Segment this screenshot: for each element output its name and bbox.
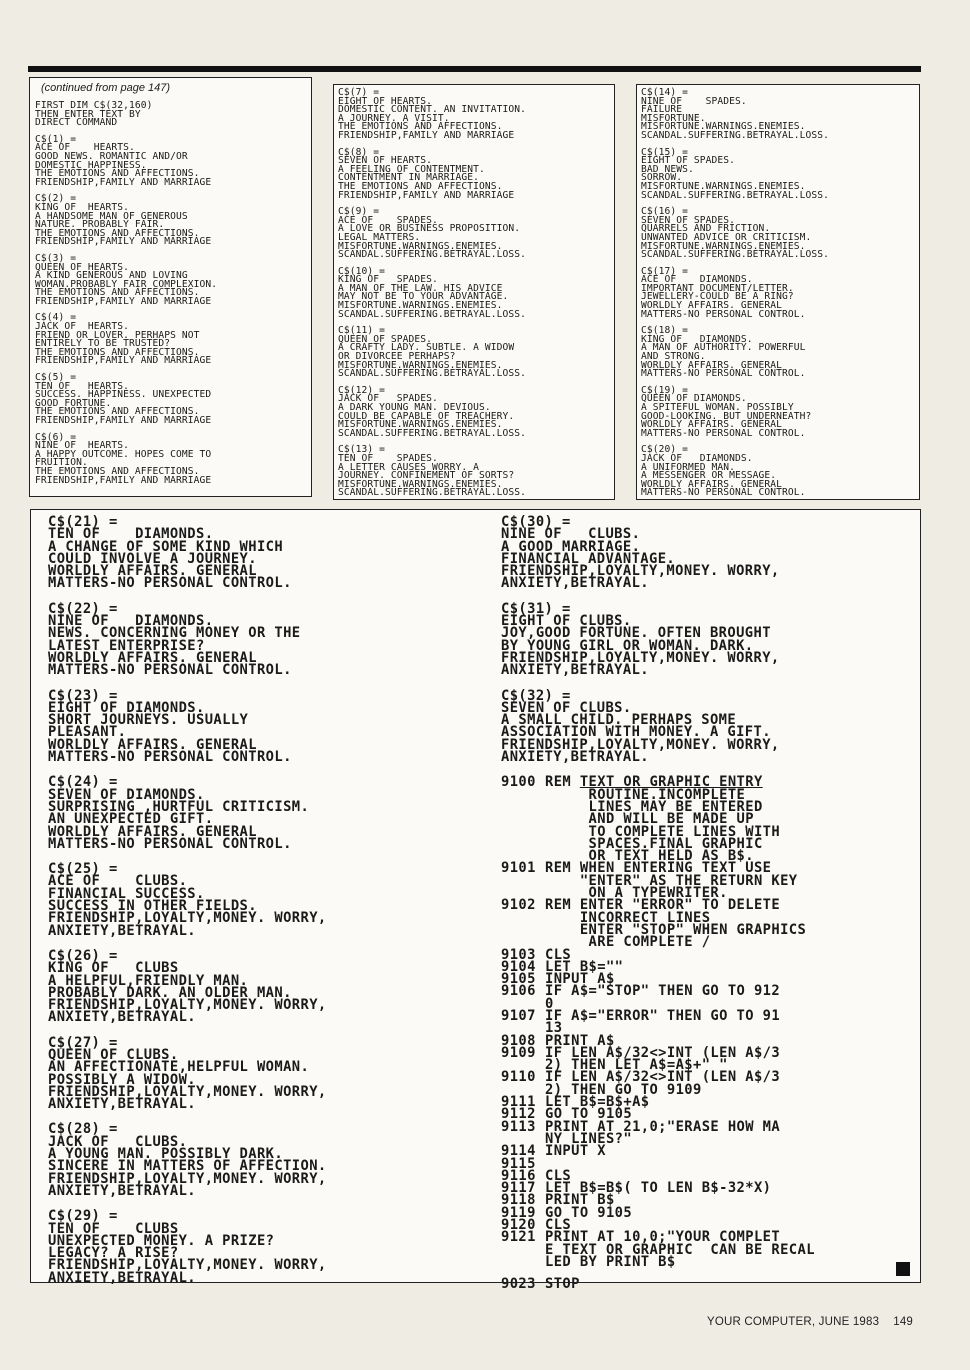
- line-number: 9102: [501, 897, 536, 914]
- line-number: 9116: [501, 1167, 536, 1184]
- line-code: REM ENTER "ERROR" TO DELETE INCORRECT LINES ENTER "STOP" WHEN GRAPHICS ARE COMPLETE /: [545, 897, 807, 951]
- line-code: INPUT X: [545, 1143, 606, 1160]
- program-line: [501, 1143, 915, 1160]
- basic-program: [501, 774, 915, 1293]
- end-of-article-mark: [896, 1262, 910, 1276]
- line-number: 9103: [501, 946, 536, 963]
- continued-note: (continued from page 147): [41, 82, 171, 94]
- line-code: CLS: [545, 1217, 572, 1234]
- code-entry: C$(31) = EIGHT OF CLUBS. JOY,GOOD FORTUNE. OFTEN BROUGHT BY YOUNG GIRL OR WOMAN. DARK. FRIENDSHIP,LOYALTY,MONEY. WORRY, ANXIETY,BETRAYAL.: [501, 600, 780, 679]
- code-entry: C$(1) = ACE OF HEARTS. GOOD NEWS. ROMANTIC AND/OR DOMESTIC HAPPINESS. THE EMOTIONS AND AFFECTIONS. FRIENDSHIP,FAMILY AND MARRIAGE: [35, 133, 212, 188]
- page-footer: [707, 1316, 913, 1328]
- box1-entries: [35, 102, 305, 485]
- listing-box-2: [333, 84, 615, 500]
- line-code: IF LEN A$/32<>INT (LEN A$/3 2) THEN GO TO 9109: [545, 1069, 781, 1098]
- line-code: LET B$=B$+A$: [545, 1094, 650, 1111]
- program-line: [501, 1071, 915, 1096]
- line-code: PRINT B$: [545, 1192, 615, 1209]
- line-number: 9100: [501, 774, 536, 791]
- line-code: REM WHEN ENTERING TEXT USE "ENTER" AS THE RETURN KEY ON A TYPEWRITER.: [545, 860, 798, 902]
- code-entry: C$(14) = NINE OF SPADES. FAILURE MISFORTUNE. MISFORTUNE.WARNINGS.ENEMIES. SCANDAL.SUFFERING.BETRAYAL.LOSS.: [641, 87, 830, 141]
- line-number: 9121: [501, 1229, 536, 1246]
- line-number: 9106: [501, 983, 536, 1000]
- program-lines: [501, 862, 915, 1268]
- line-code: IF LEN A$/32<>INT (LEN A$/3 2) THEN LET A$=A$+" ": [545, 1044, 781, 1074]
- line-code: GO TO 9105: [545, 1204, 633, 1221]
- code-entry: C$(4) = JACK OF HEARTS. FRIEND OR LOVER. PERHAPS NOT ENTIRELY TO BE TRUSTED? THE EMOTIONS AND AFFECTIONS. FRIENDSHIP,FAMILY AND MARRIAGE: [35, 312, 212, 367]
- code-entry: C$(26) = KING OF CLUBS A HELPFUL,FRIENDLY MAN. PROBABLY DARK. AN OLDER MAN. FRIENDSHIP,LOYALTY,MONEY. WORRY, ANXIETY,BETRAYAL.: [48, 947, 327, 1026]
- program-line: [501, 1118, 915, 1147]
- code-entry: C$(5) = TEN OF HEARTS. SUCCESS. HAPPINESS. UNEXPECTED GOOD FORTUNE. THE EMOTIONS AND AFFECTIONS. FRIENDSHIP,FAMILY AND MARRIAGE: [35, 372, 212, 426]
- line-number: 9101: [501, 860, 536, 877]
- code-entry: FIRST DIM C$(32,160) THEN ENTER TEXT BY DIRECT COMMAND: [35, 100, 153, 129]
- code-entry: C$(9) = ACE OF SPADES. A LOVE OR BUSINESS PROPOSITION. LEGAL MATTERS. MISFORTUNE.WARNINGS.ENEMIES. SCANDAL.SUFFERING.BETRAYAL.LOSS.: [338, 206, 527, 261]
- line-code: GO TO 9105: [545, 1106, 633, 1123]
- code-entry: C$(22) = NINE OF DIAMONDS. NEWS. CONCERNING MONEY OR THE LATEST ENTERPRISE? WORLDLY AFFAIRS. GENERAL MATTERS-NO PERSONAL CONTROL.: [48, 600, 301, 679]
- code-entry: C$(20) = JACK OF DIAMONDS. A UNIFORMED MAN. A MESSENGER OR MESSAGE. WORLDLY AFFAIRS. GENERAL MATTERS-NO PERSONAL CONTROL.: [641, 444, 806, 499]
- line-number: 9105: [501, 971, 536, 988]
- line-number: 9120: [501, 1217, 536, 1234]
- line-code: PRINT AT 21,0;"ERASE HOW MA NY LINES?": [545, 1118, 781, 1147]
- line-code: INPUT A$: [545, 971, 615, 988]
- program-line: [501, 985, 915, 1010]
- program-line: [501, 860, 915, 902]
- code-entry: C$(11) = QUEEN OF SPADES. A CRAFTY LADY. SUBTLE. A WIDOW OR DIVORCEE PERHAPS? MISFORTUNE.WARNINGS.ENEMIES. SCANDAL.SUFFERING.BETRAYAL.LOSS.: [338, 325, 527, 380]
- code-entry: C$(19) = QUEEN OF DIAMONDS. A SPITEFUL WOMAN. POSSIBLY GOOD-LOOKING. BUT UNDERNEATH? WORLDLY AFFAIRS. GENERAL MATTERS-NO PERSONAL CONTROL.: [641, 384, 812, 439]
- line-number: 9119: [501, 1204, 536, 1221]
- line-number: 9113: [501, 1118, 536, 1135]
- code-entry: C$(32) = SEVEN OF CLUBS. A SMALL CHILD. PERHAPS SOME ASSOCIATION WITH MONEY. A GIFT. FRIENDSHIP,LOYALTY,MONEY. WORRY, ANXIETY,BETRAYAL.: [501, 687, 780, 766]
- code-entry: C$(18) = KING OF DIAMONDS. A MAN OF AUTHORITY. POWERFUL AND STRONG. WORLDLY AFFAIRS. GENERAL MATTERS-NO PERSONAL CONTROL.: [641, 325, 806, 380]
- code-entry: C$(27) = QUEEN OF CLUBS. AN AFFECTIONATE,HELPFUL WOMAN. POSSIBLY A WIDOW. FRIENDSHIP,LOYALTY,MONEY. WORRY, ANXIETY,BETRAYAL.: [48, 1034, 327, 1113]
- line-number: 9115: [501, 1155, 536, 1172]
- line-number: 9117: [501, 1180, 536, 1197]
- code-entry: C$(13) = TEN OF SPADES. A LETTER CAUSES WORRY. A JOURNEY. CONFINEMENT OF SORTS? MISFORTUNE.WARNINGS.ENEMIES. SCANDAL.SUFFERING.BETRAYAL.LOSS.: [338, 444, 527, 499]
- program-line: [501, 897, 915, 951]
- line-code: PRINT A$: [545, 1032, 615, 1049]
- line-number: 9111: [501, 1094, 536, 1111]
- line-code: IF A$="ERROR" THEN GO TO 91 13: [545, 1007, 781, 1037]
- program-line: [501, 1007, 915, 1037]
- line-number: 9023: [501, 1276, 536, 1293]
- program-line: [501, 1044, 915, 1074]
- program-line: [501, 786, 915, 865]
- top-rule: [28, 66, 921, 72]
- line-code: CLS: [545, 1167, 572, 1184]
- main-listing-box: [30, 509, 921, 1293]
- listing-right-column: [501, 516, 915, 1291]
- line-number: 9107: [501, 1007, 536, 1024]
- line-code: LET B$=B$( TO LEN B$-32*X): [545, 1180, 772, 1197]
- line-code: LET B$="": [545, 958, 624, 975]
- line-number: 9118: [501, 1192, 536, 1209]
- code-entry: C$(17) = ACE OF DIAMONDS. IMPORTANT DOCUMENT/LETTER. JEWELLERY-COULD BE A RING? WORLDLY AFFAIRS. GENERAL MATTERS-NO PERSONAL CONTROL.: [641, 265, 806, 320]
- code-entry: C$(29) = TEN OF CLUBS UNEXPECTED MONEY. A PRIZE? LEGACY? A RISE? FRIENDSHIP,LOYALTY,MONEY. WORRY, ANXIETY,BETRAYAL.: [48, 1208, 327, 1286]
- magazine-issue: YOUR COMPUTER, JUNE 1983: [707, 1316, 880, 1328]
- listing-box-1: [29, 77, 312, 497]
- page-number: 149: [893, 1316, 914, 1328]
- code-entry: C$(24) = SEVEN OF DIAMONDS. SURPRISING ,HURTFUL CRITICISM. AN UNEXPECTED GIFT. WORLDLY AFFAIRS. GENERAL MATTERS-NO PERSONAL CONTROL.: [48, 774, 310, 852]
- line-code: CLS: [545, 946, 572, 963]
- code-entry: C$(28) = JACK OF CLUBS. A YOUNG MAN. POSSIBLY DARK. SINCERE IN MATTERS OF AFFECTION. FRIENDSHIP,LOYALTY,MONEY. WORRY, ANXIETY,BETRAYAL.: [48, 1121, 327, 1199]
- line-code: PRINT AT 10,0;"YOUR COMPLET E TEXT OR GRAPHIC CAN BE RECAL LED BY PRINT B$: [545, 1229, 815, 1270]
- code-entry: C$(15) = EIGHT OF SPADES. BAD NEWS. SORROW. MISFORTUNE.WARNINGS.ENEMIES. SCANDAL.SUFFERING.BETRAYAL.LOSS.: [641, 146, 830, 201]
- code-entry: C$(7) = EIGHT OF HEARTS. DOMESTIC CONTENT. AN INVITATION. A JOURNEY. A VISIT. THE EMOTIONS AND AFFECTIONS. FRIENDSHIP,FAMILY AND MARRIAGE: [338, 87, 527, 141]
- line-number: 9109: [501, 1044, 536, 1061]
- line-code: IF A$="STOP" THEN GO TO 912 0: [545, 983, 781, 1012]
- line-number: 9104: [501, 958, 536, 975]
- code-entry: C$(21) = TEN OF DIAMONDS. A CHANGE OF SOME KIND WHICH COULD INVOLVE A JOURNEY. WORLDLY AFFAIRS. GENERAL MATTERS-NO PERSONAL CONTROL.: [48, 514, 292, 592]
- program-line: [501, 1276, 915, 1293]
- code-entry: C$(10) = KING OF SPADES. A MAN OF THE LAW. HIS ADVICE MAY NOT BE TO YOUR ADVANTAGE. MISFORTUNE.WARNINGS.ENEMIES. SCANDAL.SUFFERING.BETRAYAL.LOSS.: [338, 265, 527, 320]
- rem-keyword: REM: [545, 774, 580, 791]
- section-title: TEXT OR GRAPHIC ENTRY: [579, 774, 763, 791]
- code-entry: C$(3) = QUEEN OF HEARTS. A KIND GENEROUS AND LOVING WOMAN.PROBABLY FAIR COMPLEXION. THE EMOTIONS AND AFFECTIONS. FRIENDSHIP,FAMILY AND MARRIAGE: [35, 252, 218, 307]
- line-number: 9110: [501, 1069, 536, 1086]
- listing-left-column: [48, 516, 488, 1297]
- listing-box-3: [636, 84, 920, 500]
- code-entry: C$(30) = NINE OF CLUBS. A GOOD MARRIAGE. FINANCIAL ADVANTAGE. FRIENDSHIP,LOYALTY,MONEY. WORRY, ANXIETY,BETRAYAL.: [501, 514, 780, 592]
- line-code: ROUTINE.INCOMPLETE LINES MAY BE ENTERED AND WILL BE MADE UP TO COMPLETE LINES WITH SPACES.FINAL GRAPHIC OR TEXT HELD AS B$.: [588, 786, 781, 865]
- code-entry: C$(6) = NINE OF HEARTS. A HAPPY OUTCOME. HOPES COME TO FRUITION. THE EMOTIONS AND AFFECTIONS. FRIENDSHIP,FAMILY AND MARRIAGE: [35, 431, 212, 486]
- code-entry: C$(16) = SEVEN OF SPADES. QUARRELS AND FRICTION. UNWANTED ADVICE OR CRITICISM. MISFORTUNE.WARNINGS.ENEMIES. SCANDAL.SUFFERING.BETRAYAL.LOSS.: [641, 206, 830, 261]
- line-number: 9114: [501, 1143, 536, 1160]
- program-line: [501, 1231, 915, 1268]
- code-entry: C$(25) = ACE OF CLUBS. FINANCIAL SUCCESS. SUCCESS IN OTHER FIELDS. FRIENDSHIP,LOYALTY,MONEY. WORRY, ANXIETY,BETRAYAL.: [48, 861, 327, 939]
- line-number: 9112: [501, 1106, 536, 1123]
- code-entry: C$(23) = EIGHT OF DIAMONDS. SHORT JOURNEYS. USUALLY PLEASANT. WORLDLY AFFAIRS. GENERAL MATTERS-NO PERSONAL CONTROL.: [48, 687, 292, 766]
- code-entry: C$(12) = JACK OF SPADES. A DARK YOUNG MAN. DEVIOUS. COULD BE CAPABLE OF TREACHERY. MISFORTUNE.WARNINGS.ENEMIES. SCANDAL.SUFFERING.BETRAYAL.LOSS.: [338, 384, 527, 439]
- code-entry: C$(8) = SEVEN OF HEARTS. A FEELING OF CONTENTMENT. CONTENTMENT IN MARRIAGE. THE EMOTIONS AND AFFECTIONS. FRIENDSHIP,FAMILY AND MARRIAGE: [338, 146, 515, 201]
- line-number: 9108: [501, 1032, 536, 1049]
- line-code: STOP: [545, 1276, 580, 1293]
- code-entry: C$(2) = KING OF HEARTS. A HANDSOME MAN OF GENEROUS NATURE. PROBABLY FAIR. THE EMOTIONS AND AFFECTIONS. FRIENDSHIP,FAMILY AND MARRIAGE: [35, 193, 212, 248]
